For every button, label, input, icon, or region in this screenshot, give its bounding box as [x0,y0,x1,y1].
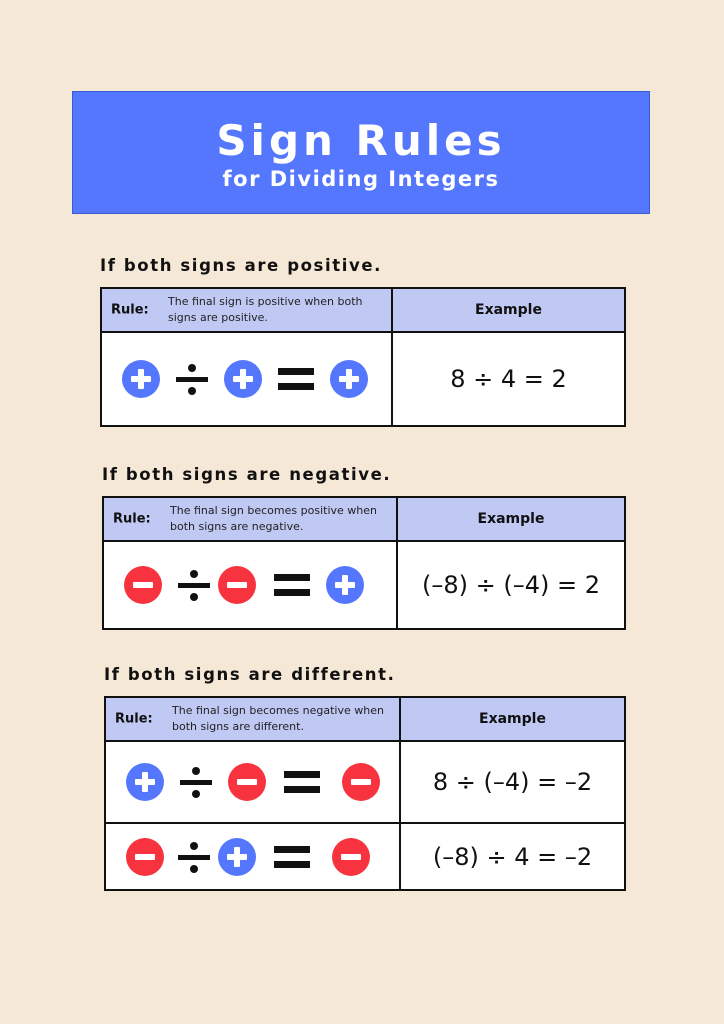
equation-cell [105,741,400,823]
rule-text: The final sign is positive when both signs are positive. [168,295,363,324]
rule-label: Rule: [115,711,153,727]
equals-icon [274,846,310,868]
section-heading-positive: If both signs are positive. [100,256,382,275]
example-text: (–8) ÷ 4 = –2 [400,823,625,890]
minus-circle-icon [332,838,370,876]
rule-label: Rule: [111,302,149,318]
divide-icon [180,767,212,797]
plus-circle-icon [122,360,160,398]
rule-table-positive [100,287,626,427]
example-header: Example [400,697,625,741]
plus-circle-icon [330,360,368,398]
section-heading-different: If both signs are different. [104,665,396,684]
minus-circle-icon [126,838,164,876]
plus-circle-icon [224,360,262,398]
plus-circle-icon [126,763,164,801]
minus-circle-icon [218,566,256,604]
rule-table-different [104,696,626,891]
rule-cell [105,697,400,741]
rule-cell [101,288,392,332]
rule-label: Rule: [113,511,151,527]
rule-cell [103,497,397,541]
divide-icon [176,364,208,394]
equals-icon [278,368,314,390]
rule-table-negative [102,496,626,630]
minus-circle-icon [342,763,380,801]
sign-equation [104,566,396,604]
example-text: 8 ÷ 4 = 2 [392,332,625,426]
minus-circle-icon [228,763,266,801]
rule-text: The final sign becomes positive when both signs are negative. [170,504,377,533]
rule-text: The final sign becomes negative when both signs are different. [172,704,384,733]
section-heading-negative: If both signs are negative. [102,465,392,484]
example-header: Example [392,288,625,332]
example-text: 8 ÷ (–4) = –2 [400,741,625,823]
plus-circle-icon [326,566,364,604]
sign-equation [106,838,399,876]
example-text: (–8) ÷ (–4) = 2 [397,541,625,629]
equation-cell [103,541,397,629]
page-title: Sign Rules [216,116,506,165]
equals-icon [284,771,320,793]
divide-icon [178,570,210,600]
equals-icon [274,574,310,596]
page-subtitle: for Dividing Integers [222,167,500,191]
equation-cell [101,332,392,426]
sign-equation [102,360,391,398]
plus-circle-icon [218,838,256,876]
sign-equation [106,763,399,801]
title-banner [72,91,650,214]
divide-icon [178,842,210,872]
example-header: Example [397,497,625,541]
equation-cell [105,823,400,890]
minus-circle-icon [124,566,162,604]
